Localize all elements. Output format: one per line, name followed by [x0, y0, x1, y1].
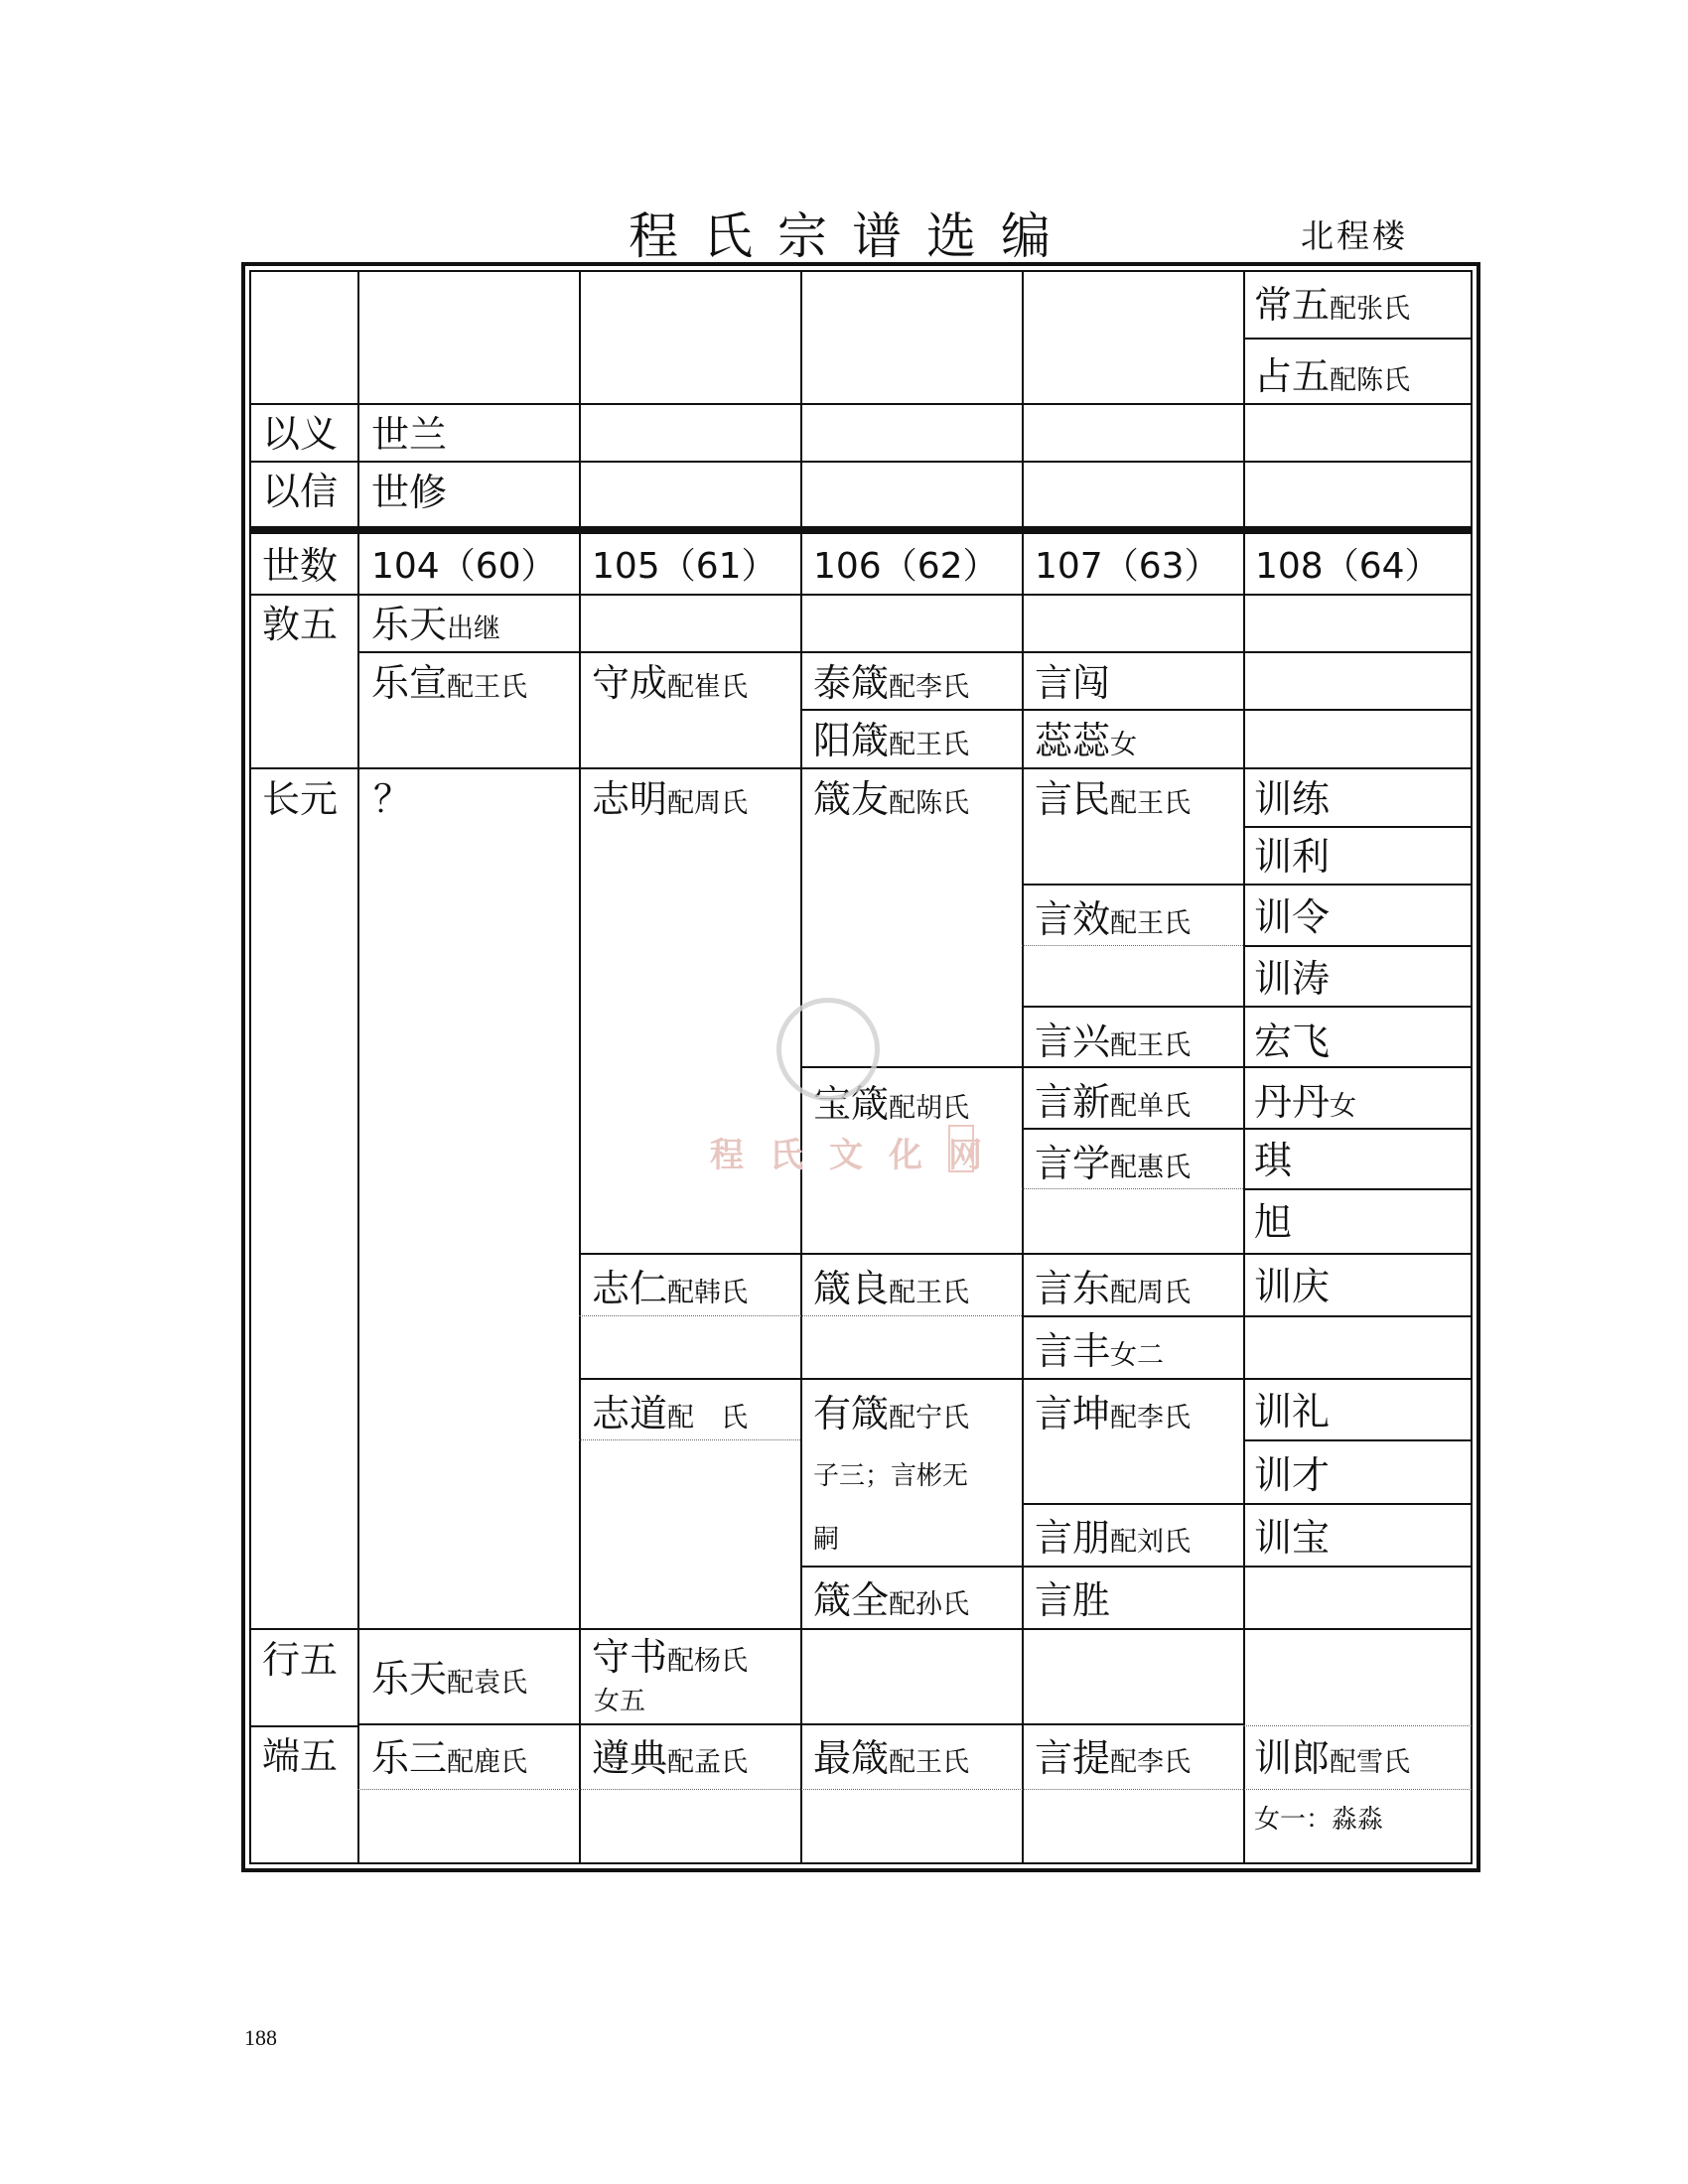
row-line — [579, 1378, 1472, 1380]
person-yanti: 言提配李氏 — [1035, 1736, 1192, 1780]
person-yanxiao: 言效配王氏 — [1035, 897, 1192, 941]
person-zhiming: 志明配周氏 — [592, 777, 749, 821]
row-line — [251, 403, 1472, 405]
row-dots — [1022, 945, 1243, 946]
person-dandan: 丹丹女 — [1254, 1080, 1357, 1124]
person-yanpeng: 言朋配刘氏 — [1035, 1516, 1192, 1560]
row-line — [357, 651, 1472, 653]
row-line — [1022, 1128, 1472, 1130]
generation-header: 世数 — [262, 544, 339, 588]
person-xu: 旭 — [1254, 1200, 1293, 1244]
person-xunlang: 训郎配雪氏 — [1254, 1736, 1411, 1780]
person-zhenquan: 箴全配孙氏 — [813, 1578, 970, 1622]
watermark-seal-icon — [776, 998, 880, 1101]
person-xuntao: 训涛 — [1254, 957, 1331, 1001]
col-header-107: 107（63） — [1035, 546, 1220, 587]
person-ruirui: 蕊蕊女 — [1035, 719, 1138, 762]
row-dots — [579, 1315, 1022, 1316]
person-shixiu: 世修 — [371, 471, 448, 514]
row-line — [251, 1725, 357, 1727]
person-xunli2: 训礼 — [1254, 1390, 1331, 1433]
person-xunli: 训利 — [1254, 835, 1331, 879]
branch-label-dunwu: 敦五 — [262, 603, 339, 646]
person-yanfeng: 言丰女二 — [1035, 1329, 1165, 1373]
row-line — [251, 1628, 1472, 1630]
row-line — [1243, 945, 1472, 947]
person-xunqing: 训庆 — [1254, 1265, 1331, 1308]
person-lesan: 乐三配鹿氏 — [371, 1736, 528, 1780]
person-letian: 乐天出继 — [371, 603, 501, 646]
person-zhenliang: 箴良配王氏 — [813, 1267, 970, 1310]
page-title: 程氏宗谱选编 — [629, 207, 1075, 265]
row-dots — [579, 1439, 800, 1440]
person-youzhen: 有箴配宁氏 — [813, 1392, 970, 1435]
col-line-2 — [579, 270, 581, 1864]
person-lexuan: 乐宣配王氏 — [371, 661, 528, 705]
person-yanxue: 言学配惠氏 — [1035, 1142, 1192, 1185]
row-line — [1022, 1503, 1472, 1505]
person-yanxin: 言新配单氏 — [1035, 1080, 1192, 1124]
watermark-stamp-icon — [948, 1125, 974, 1172]
person-shoucheng: 守成配崔氏 — [592, 661, 749, 705]
person-shoushu: 守书配杨氏 — [592, 1635, 749, 1679]
row-line — [1243, 1188, 1472, 1190]
person-xunlian: 训练 — [1254, 777, 1331, 821]
person-zhenyou: 箴友配陈氏 — [813, 777, 970, 821]
row-line — [1243, 826, 1472, 828]
row-line — [1243, 338, 1472, 340]
note-shoushu: 女五 — [594, 1687, 646, 1716]
person-hongfei: 宏飞 — [1254, 1020, 1331, 1063]
person-shilan: 世兰 — [371, 413, 448, 457]
row-line — [251, 594, 1472, 596]
branch-label-xingwu: 行五 — [262, 1638, 339, 1682]
person-changwu: 常五配张氏 — [1254, 283, 1411, 327]
row-line — [1022, 884, 1472, 886]
row-label-yixin: 以信 — [262, 470, 339, 513]
note-xunlang: 女一：淼淼 — [1254, 1805, 1384, 1835]
row-line — [800, 709, 1472, 711]
person-yanmin: 言民配王氏 — [1035, 777, 1192, 821]
branch-label-duanwu: 端五 — [262, 1734, 339, 1778]
person-letian-xingwu: 乐天配袁氏 — [371, 1657, 528, 1701]
row-line — [800, 1066, 1472, 1068]
person-yangzhen: 阳箴配王氏 — [813, 719, 970, 762]
person-baozhen: 宝箴配胡氏 — [813, 1082, 970, 1126]
person-yanchuang: 言闯 — [1035, 661, 1111, 705]
inner-border-bottom — [249, 1862, 1473, 1864]
col-line-1 — [357, 270, 359, 1864]
unknown-person: ？ — [373, 777, 412, 821]
person-yansheng: 言胜 — [1035, 1578, 1111, 1622]
note-youzhen-2: 嗣 — [813, 1525, 840, 1555]
row-line — [1022, 1006, 1472, 1008]
person-zhanwu: 占五配陈氏 — [1254, 354, 1411, 398]
row-dots — [1243, 1725, 1472, 1726]
person-yanxing: 言兴配王氏 — [1035, 1020, 1192, 1063]
person-qi: 琪 — [1254, 1139, 1293, 1182]
inner-border-top — [249, 270, 1473, 272]
person-taizhen: 泰箴配李氏 — [813, 661, 970, 705]
branch-name: 北程楼 — [1301, 216, 1408, 255]
row-line — [357, 1723, 1243, 1725]
col-header-104: 104（60） — [371, 546, 557, 587]
note-youzhen-1: 子三；言彬无 — [813, 1461, 969, 1491]
person-zhiren: 志仁配韩氏 — [592, 1267, 749, 1310]
row-dots — [1022, 1188, 1243, 1189]
col-header-105: 105（61） — [592, 546, 777, 587]
person-yandong: 言东配周氏 — [1035, 1267, 1192, 1310]
row-line — [579, 1253, 1472, 1255]
row-line — [251, 767, 1472, 769]
person-zuizhen: 最箴配王氏 — [813, 1736, 970, 1780]
row-line — [1022, 1315, 1472, 1317]
person-xunbao: 训宝 — [1254, 1516, 1331, 1560]
section-separator — [249, 526, 1473, 534]
col-header-108: 108（64） — [1255, 546, 1441, 587]
watermark-text: 程氏文化网 — [710, 1136, 1008, 1175]
page-number: 188 — [244, 2025, 277, 2050]
col-header-106: 106（62） — [813, 546, 999, 587]
person-yankun: 言坤配李氏 — [1035, 1392, 1192, 1435]
row-label-yiyi: 以义 — [262, 412, 339, 456]
person-xunling: 训令 — [1254, 895, 1331, 939]
person-xuncai: 训才 — [1254, 1453, 1331, 1497]
row-dots — [357, 1789, 1472, 1790]
person-zhidao: 志道配 氏 — [592, 1392, 749, 1435]
inner-border-left — [249, 270, 251, 1864]
row-line — [251, 461, 1472, 463]
person-zundian: 遵典配孟氏 — [592, 1736, 749, 1780]
row-line — [800, 1566, 1472, 1568]
branch-label-changyuan: 长元 — [262, 777, 339, 821]
row-line — [1243, 1439, 1472, 1441]
